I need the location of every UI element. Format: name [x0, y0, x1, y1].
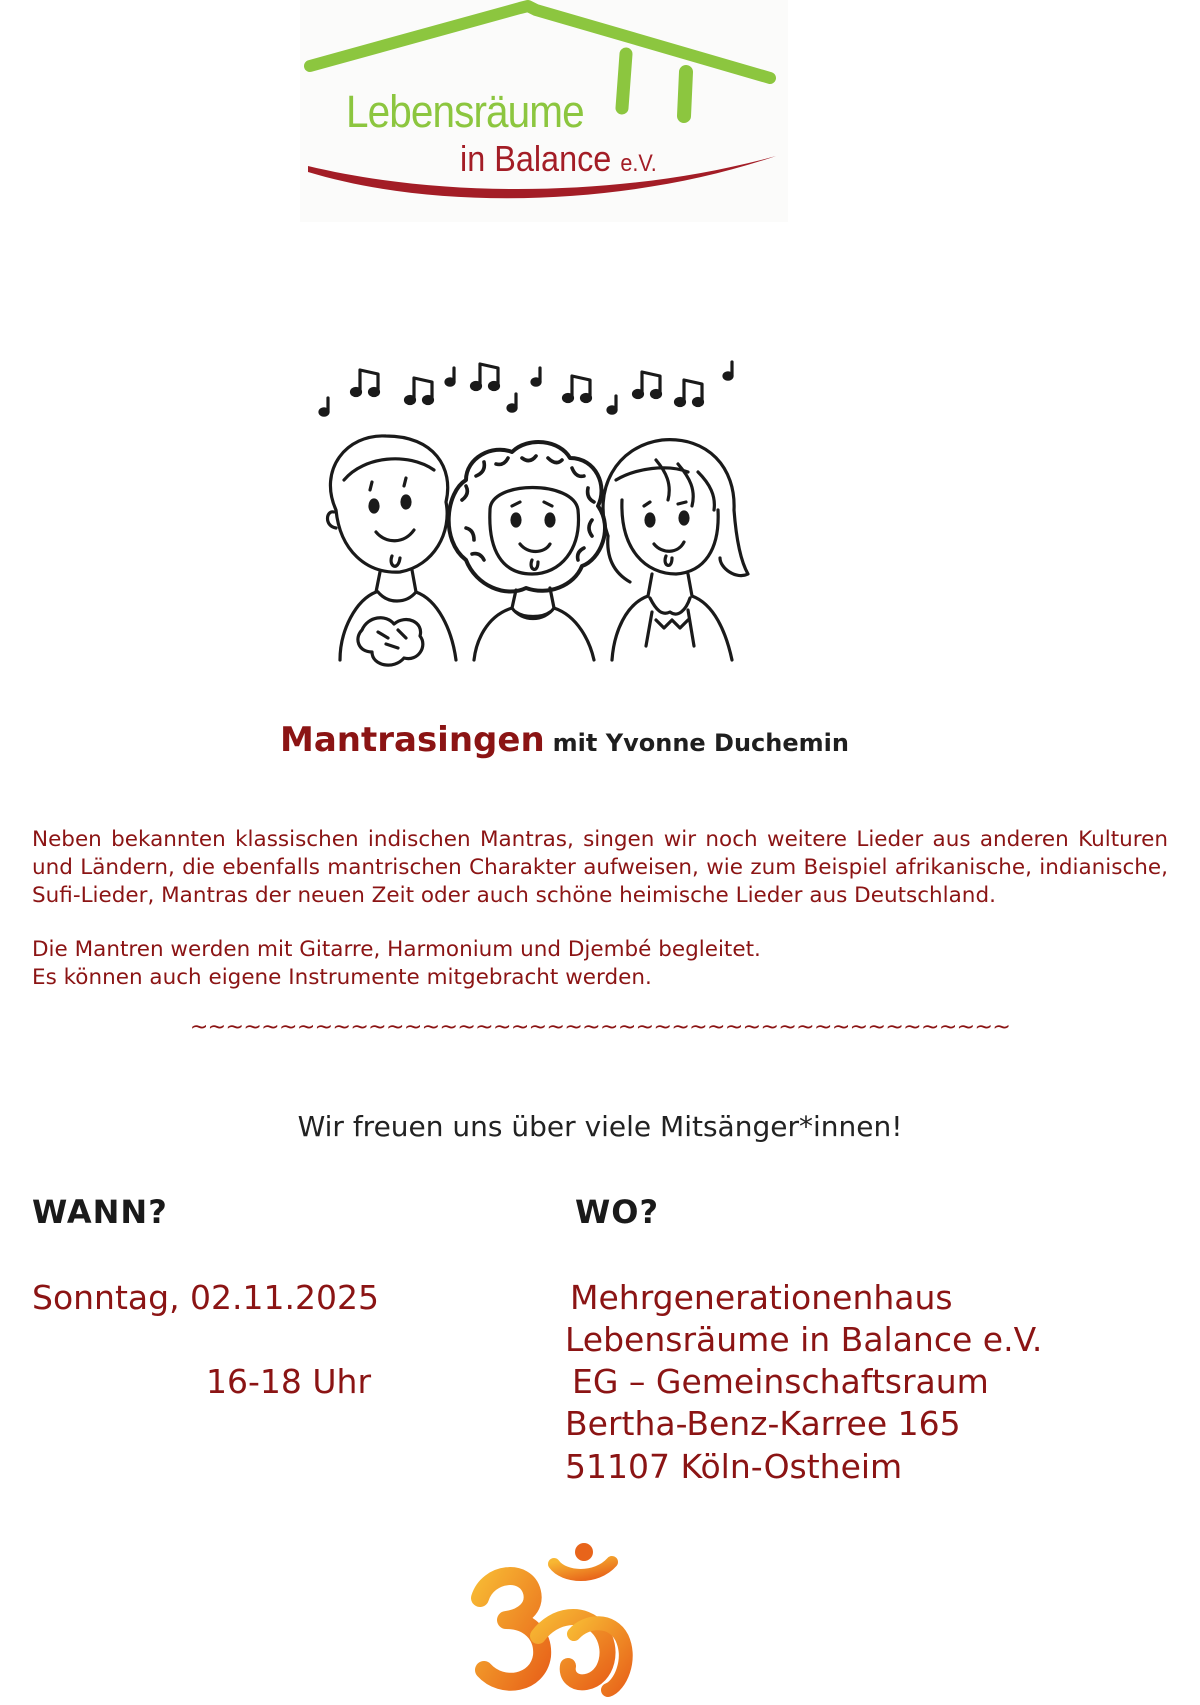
om-symbol-icon [462, 1538, 638, 1700]
venue-name: Mehrgenerationenhaus [570, 1278, 953, 1317]
when-label: WANN? [32, 1193, 168, 1231]
event-date: Sonntag, 02.11.2025 [32, 1278, 379, 1317]
venue-organization: Lebensräume in Balance e.V. [565, 1320, 1043, 1359]
divider: ~~~~~~~~~~~~~~~~~~~~~~~~~~~~~~~~~~~~~~~~~~~~~~ [189, 1015, 1011, 1040]
venue-city: 51107 Köln-Ostheim [565, 1447, 903, 1486]
instruments-note [32, 936, 1168, 992]
organization-logo [300, 0, 788, 222]
music-notes-icon [320, 362, 732, 415]
event-title-main: Mantrasingen [280, 720, 545, 760]
event-time: 16-18 Uhr [206, 1362, 372, 1401]
singing-children-illustration [316, 360, 776, 690]
venue-street: Bertha-Benz-Karree 165 [565, 1404, 961, 1443]
curly-girl-figure [449, 442, 605, 660]
instruments-line: Die Mantren werden mit Gitarre, Harmonium und Djembé begleitet. [32, 937, 761, 962]
boy-figure [328, 436, 457, 665]
event-title-host: mit Yvonne Duchemin [552, 729, 849, 757]
girl-figure [603, 440, 748, 660]
logo-text-ev: e.V. [620, 150, 657, 177]
venue-room: EG – Gemeinschaftsraum [572, 1362, 989, 1401]
event-description: Neben bekannten klassischen indischen Mantras, singen wir noch weitere Lieder aus anderen Kulturen und Ländern, die ebenfalls mantrischen Charakter aufweisen, wie zum Beispiel afrikanische, indianische, Sufi-Lieder, Mantras der neuen Zeit oder auch schöne heimische Lieder aus Deutschland. [32, 827, 1168, 908]
event-title [280, 720, 849, 760]
invitation-text: Wir freuen uns über viele Mitsänger*innen! [297, 1110, 903, 1143]
where-label: WO? [575, 1193, 660, 1231]
logo-text-line1: Lebensräume [346, 86, 584, 137]
logo-text-line2 [460, 138, 657, 180]
own-instruments-line: Es können auch eigene Instrumente mitgebracht werden. [32, 965, 652, 990]
logo-text-balance: in Balance [460, 138, 612, 179]
